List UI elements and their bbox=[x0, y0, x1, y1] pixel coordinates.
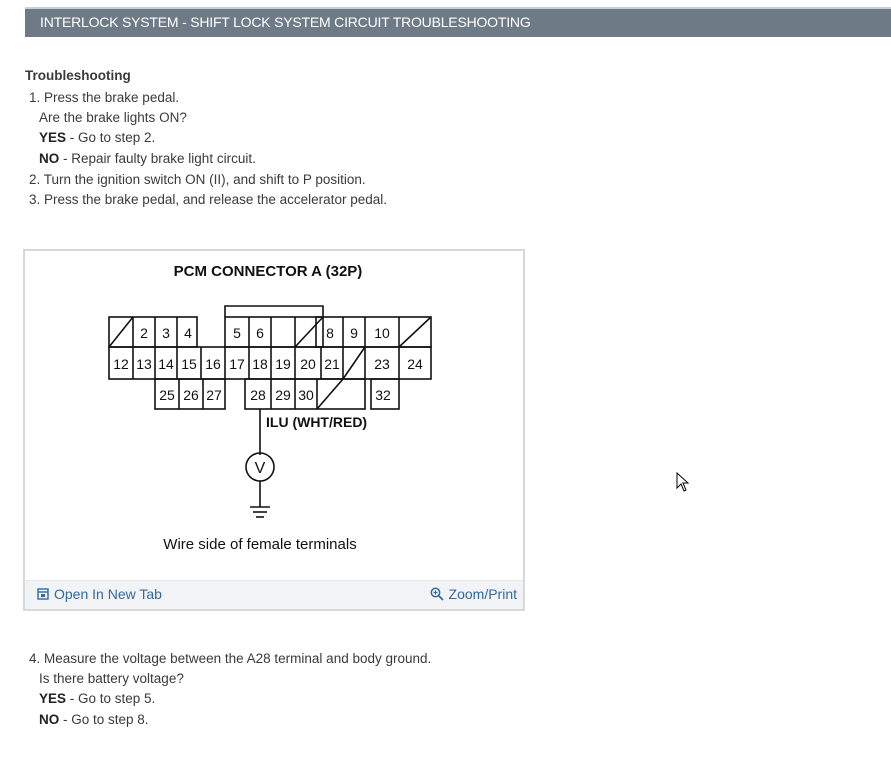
no-text: - Go to step 8. bbox=[59, 712, 149, 727]
pin-label: 19 bbox=[275, 356, 291, 372]
zoom-print-label: Zoom/Print bbox=[448, 586, 517, 602]
step-4-no bbox=[39, 712, 149, 727]
figure-caption: Wire side of female terminals bbox=[163, 536, 357, 553]
step-1-no bbox=[39, 151, 256, 166]
step-3: 3. Press the brake pedal, and release the accelerator pedal. bbox=[29, 192, 387, 207]
no-label: NO bbox=[39, 151, 60, 166]
wire-label: ILU (WHT/RED) bbox=[266, 414, 368, 430]
step-1-question: Are the brake lights ON? bbox=[39, 110, 187, 125]
pin-label: 13 bbox=[136, 356, 152, 372]
no-label: NO bbox=[39, 712, 60, 727]
zoom-print-link[interactable] bbox=[430, 586, 517, 602]
step-4-question: Is there battery voltage? bbox=[39, 671, 184, 686]
zoom-icon bbox=[430, 587, 444, 601]
pin-label: 28 bbox=[250, 387, 266, 403]
pin-label: 17 bbox=[229, 356, 245, 372]
step-4: 4. Measure the voltage between the A28 terminal and body ground. bbox=[29, 651, 432, 666]
pin-label: 8 bbox=[326, 325, 334, 341]
connector-figure bbox=[23, 249, 525, 611]
pin-label: 3 bbox=[162, 325, 170, 341]
pin-label: 29 bbox=[275, 387, 291, 403]
figure-title: PCM CONNECTOR A (32P) bbox=[173, 263, 363, 280]
pin-label: 27 bbox=[206, 387, 222, 403]
pin-label: 18 bbox=[252, 356, 268, 372]
pin-label: 23 bbox=[374, 356, 390, 372]
mouse-pointer-icon bbox=[676, 472, 690, 492]
pin-label: 25 bbox=[159, 387, 175, 403]
yes-text: - Go to step 2. bbox=[66, 130, 156, 145]
pin-label: 16 bbox=[205, 356, 221, 372]
voltmeter-icon: V bbox=[254, 460, 266, 477]
pin-label: 14 bbox=[158, 356, 174, 372]
step-2: 2. Turn the ignition switch ON (II), and shift to P position. bbox=[29, 172, 366, 187]
top-spacer bbox=[0, 0, 891, 7]
page-title: INTERLOCK SYSTEM - SHIFT LOCK SYSTEM CIRCUIT TROUBLESHOOTING bbox=[25, 7, 891, 37]
pin-label: 12 bbox=[113, 356, 129, 372]
open-new-tab-link[interactable] bbox=[37, 586, 162, 602]
pin-label: 26 bbox=[183, 387, 199, 403]
yes-text: - Go to step 5. bbox=[66, 691, 156, 706]
pin-label: 9 bbox=[350, 325, 358, 341]
pin-label: 15 bbox=[181, 356, 197, 372]
pin-label: 20 bbox=[300, 356, 316, 372]
pin-label: 32 bbox=[375, 387, 391, 403]
figure-footer bbox=[25, 580, 523, 609]
section-heading: Troubleshooting bbox=[25, 68, 131, 83]
step-1: 1. Press the brake pedal. bbox=[29, 90, 180, 105]
pin-label: 21 bbox=[324, 356, 340, 372]
pin-label: 24 bbox=[407, 356, 423, 372]
step-4-yes bbox=[39, 691, 155, 706]
pin-label: 4 bbox=[184, 325, 192, 341]
pin-label: 10 bbox=[374, 325, 390, 341]
no-text: - Repair faulty brake light circuit. bbox=[59, 151, 256, 166]
open-new-tab-icon bbox=[37, 588, 49, 600]
yes-label: YES bbox=[39, 130, 67, 145]
pin-label: 5 bbox=[233, 325, 241, 341]
step-1-yes bbox=[39, 130, 155, 145]
yes-label: YES bbox=[39, 691, 67, 706]
open-new-tab-label: Open In New Tab bbox=[54, 586, 162, 602]
pin-label: 6 bbox=[256, 325, 264, 341]
pin-label: 2 bbox=[140, 325, 148, 341]
connector-diagram-svg bbox=[25, 251, 523, 581]
pin-label: 30 bbox=[298, 387, 314, 403]
connector-diagram[interactable] bbox=[25, 251, 523, 581]
